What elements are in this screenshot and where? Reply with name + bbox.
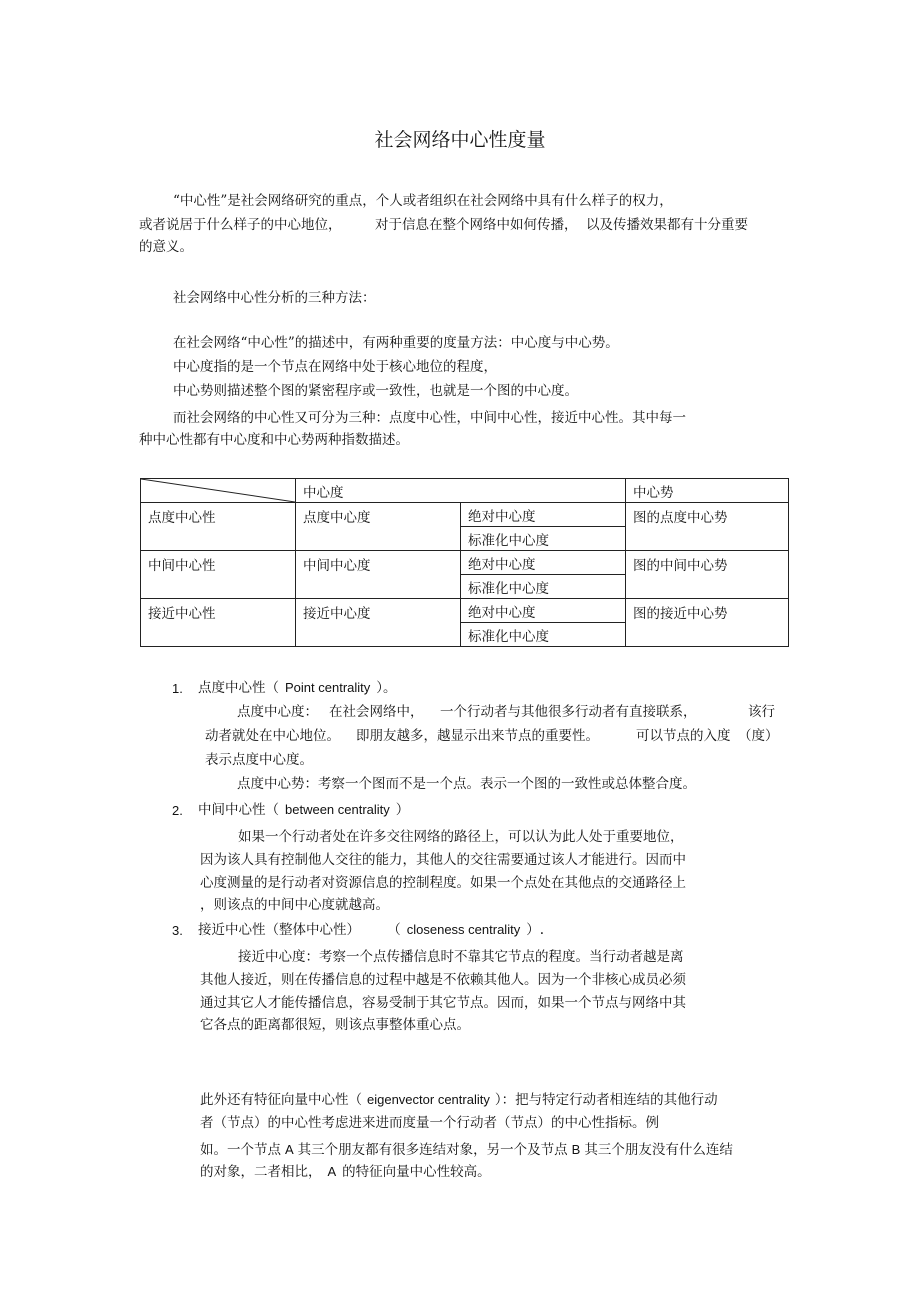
item1-heading-end: ）。 <box>376 680 397 696</box>
eigen-line3 <box>200 1141 733 1159</box>
row-degree: 点度中心度 <box>296 503 461 551</box>
desc-line-2: 中心度指的是一个节点在网络中处于核心地位的程度， <box>173 359 497 375</box>
item1-line1b: 在社会网络中， <box>329 704 424 720</box>
item3-line3: 通过其它人才能传播信息，容易受制于其它节点。因而，如果一个节点与网络中其 <box>200 995 686 1011</box>
table-row <box>141 599 789 623</box>
row-standardized: 标准化中心度 <box>461 575 626 599</box>
item1-line1c: 一个行动者与其他很多行动者有直接联系， <box>440 704 697 720</box>
eigen-line1-zh: 此外还有特征向量中心性（ <box>200 1092 362 1108</box>
item1-line3: 表示点度中心度。 <box>205 752 313 768</box>
intro-line-3: 的意义。 <box>139 239 193 255</box>
item2-number: 2. <box>172 803 183 818</box>
item3-line4: 它各点的距离都很短，则该点事整体重心点。 <box>200 1017 470 1033</box>
item2-line2: 因为该人具有控制他人交往的能力，其他人的交往需要通过该人才能进行。因而中 <box>200 852 686 868</box>
table-row <box>141 503 789 527</box>
item1-line1a: 点度中心度： <box>237 704 318 720</box>
page-title: 社会网络中心性度量 <box>374 129 546 151</box>
item2-line1: 如果一个行动者处在许多交往网络的路径上，可以认为此人处于重要地位， <box>238 829 684 845</box>
row-potential: 图的点度中心势 <box>626 503 789 551</box>
row-degree: 接近中心度 <box>296 599 461 647</box>
item2-heading-zh: 中间中心性（ <box>198 802 279 818</box>
intro-line-1: “中心性”是社会网络研究的重点，个人或者组织在社会网络中具有什么样子的权力， <box>173 193 673 209</box>
eigen-line4-b: 的特征向量中心性较高。 <box>342 1164 491 1180</box>
eigen-line3-c: 其三个朋友没有什么连结 <box>584 1142 733 1158</box>
item1-heading-en: Point centrality <box>285 680 371 695</box>
item2-heading-end: ） <box>395 802 410 818</box>
centrality-table <box>140 478 789 647</box>
eigen-line3-b: 其三个朋友都有很多连结对象，另一个及节点 <box>297 1142 568 1158</box>
header-potential: 中心势 <box>626 479 789 503</box>
eigen-line2: 者（节点）的中心性考虑进来进而度量一个行动者（节点）的中心性指标。例 <box>200 1115 659 1131</box>
item1-number: 1. <box>172 681 183 696</box>
item2-line4: ，则该点的中间中心度就越高。 <box>200 897 389 913</box>
item1-line2d: （度） <box>738 728 779 744</box>
eigen-line1-en: eigenvector centrality <box>367 1092 490 1107</box>
eigen-line4 <box>200 1163 491 1181</box>
item1-line1d: 该行 <box>748 704 775 720</box>
table-row <box>141 551 789 575</box>
eigen-line1-end: ）：把与特定行动者相连结的其他行动 <box>494 1092 718 1108</box>
row-degree: 中间中心度 <box>296 551 461 599</box>
item1-line2a: 动者就处在中心地位。 <box>205 728 340 744</box>
item1-heading-zh: 点度中心性（ <box>198 680 279 696</box>
row-absolute: 绝对中心度 <box>461 551 626 575</box>
intro-line-2a: 或者说居于什么样子的中心地位， <box>139 217 342 233</box>
item3-heading-end: ）. <box>526 922 544 938</box>
row-type: 点度中心性 <box>141 503 296 551</box>
item1-line2b: 即朋友越多，越显示出来节点的重要性。 <box>356 728 599 744</box>
row-type: 接近中心性 <box>141 599 296 647</box>
item1-heading <box>198 679 397 697</box>
item3-line2: 其他人接近，则在传播信息的过程中越是不依赖其他人。因为一个非核心成员必须 <box>200 972 686 988</box>
desc-line-4a: 而社会网络的中心性又可分为三种：点度中心性，中间中心性，接近中心性。其中每一 <box>173 410 686 426</box>
item2-heading-en: between centrality <box>285 802 390 817</box>
item3-heading-en: closeness centrality <box>406 922 521 937</box>
row-potential: 图的接近中心势 <box>626 599 789 647</box>
item1-line4: 点度中心势：考察一个图而不是一个点。表示一个图的一致性或总体整合度。 <box>237 776 696 792</box>
item1-line2c: 可以节点的入度 <box>636 728 731 744</box>
row-potential: 图的中间中心势 <box>626 551 789 599</box>
item2-line3: 心度测量的是行动者对资源信息的控制程度。如果一个点处在其他点的交通路径上 <box>200 875 686 891</box>
row-standardized: 标准化中心度 <box>461 527 626 551</box>
item2-heading <box>198 801 409 819</box>
row-standardized: 标准化中心度 <box>461 623 626 647</box>
desc-line-1: 在社会网络“中心性”的描述中，有两种重要的度量方法：中心度与中心势。 <box>173 335 619 351</box>
row-absolute: 绝对中心度 <box>461 599 626 623</box>
methods-heading: 社会网络中心性分析的三种方法： <box>173 290 376 306</box>
eigen-line3-a: 如。一个节点 <box>200 1142 281 1158</box>
item3-heading <box>198 921 544 939</box>
eigen-line3-A: A <box>285 1142 294 1157</box>
diagonal-header-cell <box>141 479 296 503</box>
item3-heading-paren: （ <box>394 922 401 938</box>
eigen-line1 <box>200 1091 718 1109</box>
intro-line-2c: 以及传播效果都有十分重要 <box>586 217 748 233</box>
desc-line-3: 中心势则描述整个图的紧密程序或一致性，也就是一个图的中心度。 <box>173 383 578 399</box>
item3-line1: 接近中心度：考察一个点传播信息时不靠其它节点的程度。当行动者越是离 <box>238 949 684 965</box>
intro-line-2b: 对于信息在整个网络中如何传播， <box>375 217 578 233</box>
header-degree: 中心度 <box>296 479 626 503</box>
eigen-line3-B: B <box>571 1142 581 1157</box>
desc-line-4b: 种中心性都有中心度和中心势两种指数描述。 <box>139 432 409 448</box>
eigen-line4-A: A <box>327 1164 337 1179</box>
item3-heading-zh: 接近中心性（整体中心性） <box>198 922 360 938</box>
row-type: 中间中心性 <box>141 551 296 599</box>
eigen-line4-a: 的对象，二者相比， <box>200 1164 322 1180</box>
table-header-row <box>141 479 789 503</box>
diagonal-line <box>141 479 295 502</box>
item3-number: 3. <box>172 923 183 938</box>
row-absolute: 绝对中心度 <box>461 503 626 527</box>
